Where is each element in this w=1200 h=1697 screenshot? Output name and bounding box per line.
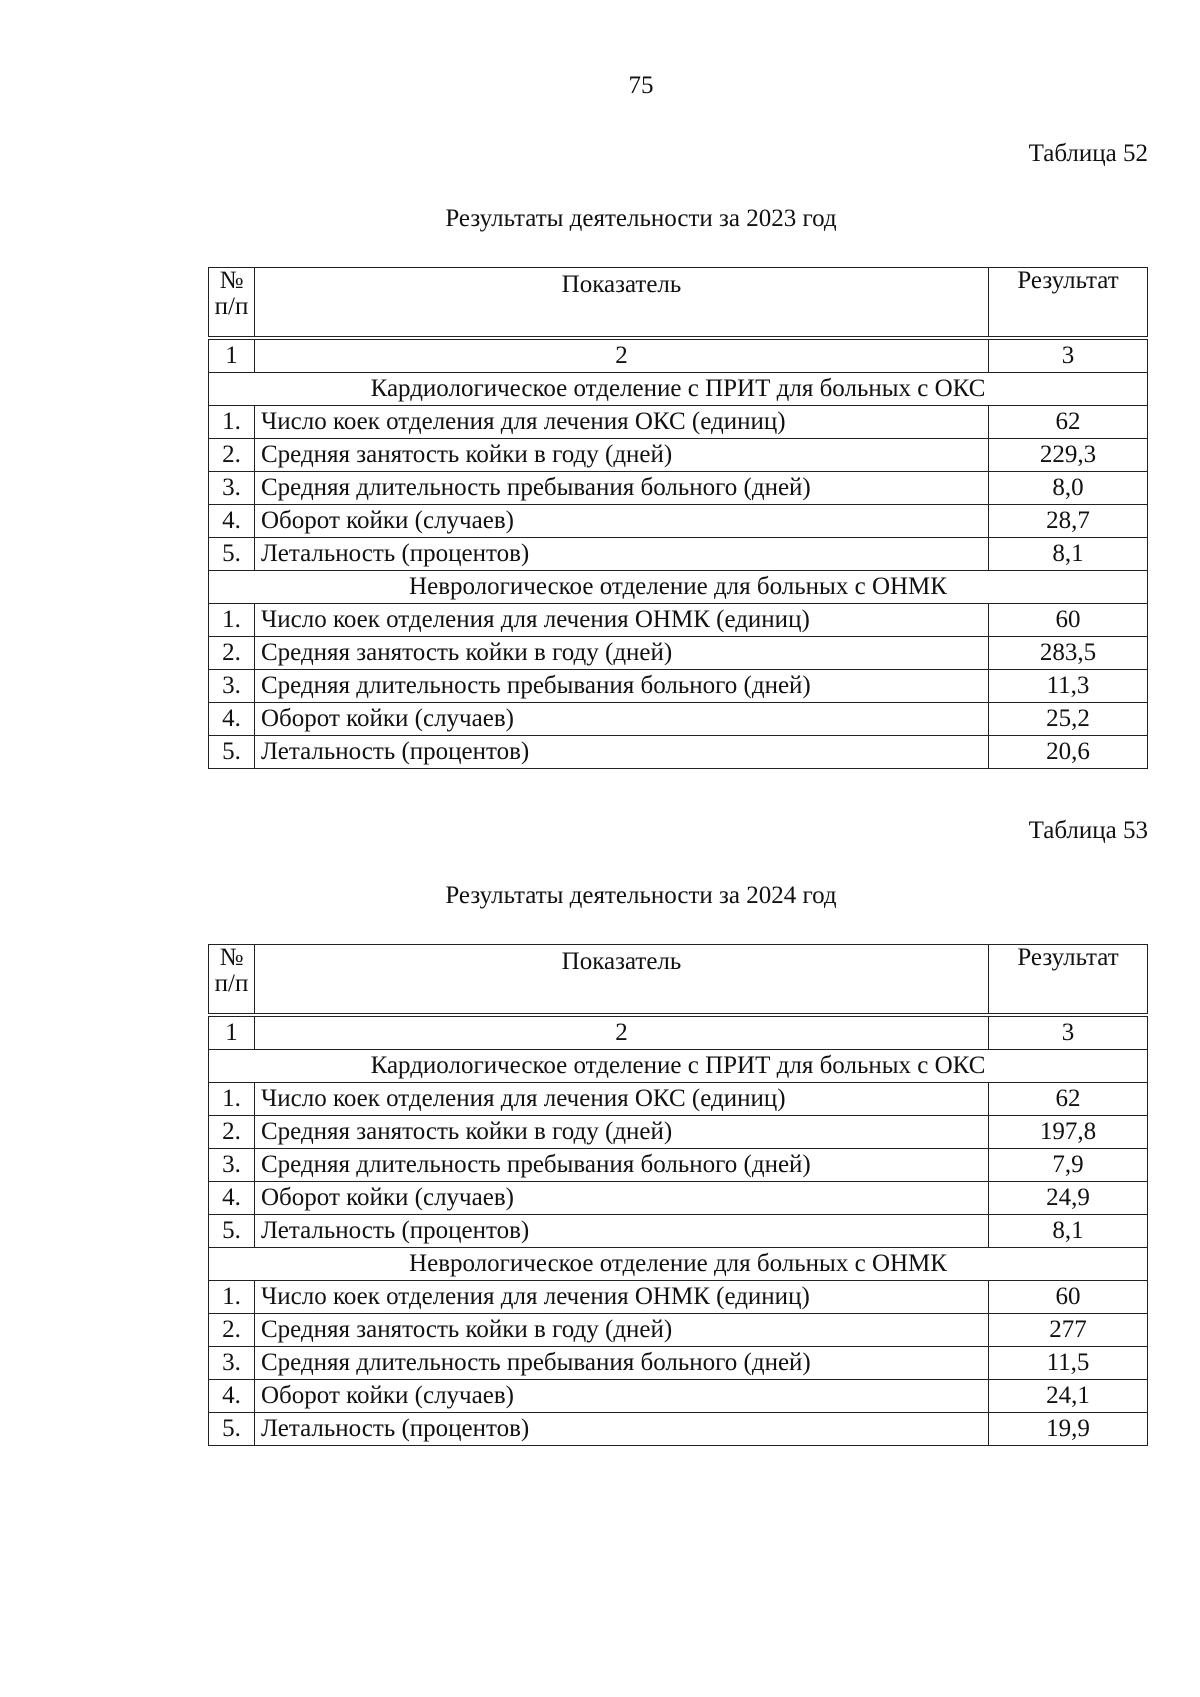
row-number: 3. [209, 472, 255, 505]
table-row [209, 604, 1148, 637]
table-row [209, 472, 1148, 505]
table-row [209, 1149, 1148, 1182]
row-indicator: Средняя занятость койки в году (дней) [255, 1314, 989, 1347]
header-num-symbol: № [219, 944, 244, 971]
row-result: 20,6 [989, 736, 1148, 769]
page-number: 75 [628, 72, 654, 99]
section-title: Неврологическое отделение для больных с ОНМК [209, 1248, 1148, 1281]
results-table-2024 [208, 944, 1148, 1446]
table-caption: Таблица 52 [1028, 140, 1148, 167]
table-heading: Результаты деятельности за 2023 год [445, 205, 837, 232]
row-indicator: Оборот койки (случаев) [255, 703, 989, 736]
header-num-abbr: п/п [214, 293, 249, 321]
row-result: 11,3 [989, 670, 1148, 703]
table-row [209, 1116, 1148, 1149]
row-result: 8,1 [989, 538, 1148, 571]
row-number: 4. [209, 1182, 255, 1215]
table-caption: Таблица 53 [1028, 817, 1148, 844]
row-indicator: Оборот койки (случаев) [255, 1380, 989, 1413]
row-result: 11,5 [989, 1347, 1148, 1380]
row-number: 5. [209, 538, 255, 571]
row-number: 4. [209, 505, 255, 538]
header-result: Результат [989, 268, 1148, 339]
row-result: 62 [989, 406, 1148, 439]
row-result: 8,0 [989, 472, 1148, 505]
column-index-cell: 1 [209, 1015, 255, 1050]
row-indicator: Число коек отделения для лечения ОНМК (единиц) [255, 604, 989, 637]
row-number: 5. [209, 1215, 255, 1248]
row-result: 62 [989, 1083, 1148, 1116]
table-row [209, 670, 1148, 703]
table-row [209, 1413, 1148, 1446]
column-index-cell: 3 [989, 338, 1148, 373]
row-result: 19,9 [989, 1413, 1148, 1446]
table-row [209, 703, 1148, 736]
section-title: Кардиологическое отделение с ПРИТ для больных с ОКС [209, 373, 1148, 406]
row-result: 229,3 [989, 439, 1148, 472]
row-result: 25,2 [989, 703, 1148, 736]
row-result: 60 [989, 1281, 1148, 1314]
header-num [209, 945, 255, 1016]
table-heading: Результаты деятельности за 2024 год [445, 882, 837, 909]
table-row [209, 406, 1148, 439]
row-number: 3. [209, 1347, 255, 1380]
header-result: Результат [989, 945, 1148, 1016]
row-result: 24,9 [989, 1182, 1148, 1215]
section-title-row [209, 1050, 1148, 1083]
header-num-symbol: № [219, 267, 244, 294]
row-indicator: Летальность (процентов) [255, 1215, 989, 1248]
row-result: 197,8 [989, 1116, 1148, 1149]
row-number: 2. [209, 637, 255, 670]
row-result: 24,1 [989, 1380, 1148, 1413]
row-result: 28,7 [989, 505, 1148, 538]
table-row [209, 1083, 1148, 1116]
section-title: Кардиологическое отделение с ПРИТ для больных с ОКС [209, 1050, 1148, 1083]
table-row [209, 505, 1148, 538]
table-row [209, 1314, 1148, 1347]
row-result: 60 [989, 604, 1148, 637]
row-number: 1. [209, 1281, 255, 1314]
row-indicator: Число коек отделения для лечения ОНМК (единиц) [255, 1281, 989, 1314]
header-indicator: Показатель [255, 945, 989, 1016]
row-result: 8,1 [989, 1215, 1148, 1248]
header-num-abbr: п/п [214, 970, 249, 998]
row-number: 4. [209, 703, 255, 736]
table-header-row [209, 268, 1148, 339]
column-index-cell: 2 [255, 1015, 989, 1050]
section-title: Неврологическое отделение для больных с ОНМК [209, 571, 1148, 604]
row-indicator: Средняя длительность пребывания больного (дней) [255, 1149, 989, 1182]
row-number: 1. [209, 604, 255, 637]
row-indicator: Летальность (процентов) [255, 538, 989, 571]
section-title-row [209, 571, 1148, 604]
table-row [209, 1380, 1148, 1413]
table-row [209, 1281, 1148, 1314]
row-number: 2. [209, 439, 255, 472]
section-title-row [209, 373, 1148, 406]
row-number: 3. [209, 1149, 255, 1182]
row-number: 5. [209, 1413, 255, 1446]
results-table-2023 [208, 267, 1148, 769]
row-indicator: Средняя длительность пребывания больного (дней) [255, 472, 989, 505]
row-indicator: Средняя занятость койки в году (дней) [255, 439, 989, 472]
row-number: 5. [209, 736, 255, 769]
row-indicator: Средняя длительность пребывания больного (дней) [255, 670, 989, 703]
row-number: 2. [209, 1116, 255, 1149]
column-index-row [209, 338, 1148, 373]
row-indicator: Средняя длительность пребывания больного (дней) [255, 1347, 989, 1380]
row-number: 4. [209, 1380, 255, 1413]
table-row [209, 439, 1148, 472]
header-indicator: Показатель [255, 268, 989, 339]
row-result: 277 [989, 1314, 1148, 1347]
row-indicator: Оборот койки (случаев) [255, 505, 989, 538]
row-result: 283,5 [989, 637, 1148, 670]
row-indicator: Средняя занятость койки в году (дней) [255, 1116, 989, 1149]
row-result: 7,9 [989, 1149, 1148, 1182]
row-indicator: Число коек отделения для лечения ОКС (единиц) [255, 406, 989, 439]
column-index-cell: 1 [209, 338, 255, 373]
column-index-cell: 3 [989, 1015, 1148, 1050]
row-indicator: Летальность (процентов) [255, 1413, 989, 1446]
table-row [209, 637, 1148, 670]
row-indicator: Летальность (процентов) [255, 736, 989, 769]
section-title-row [209, 1248, 1148, 1281]
row-number: 1. [209, 406, 255, 439]
row-indicator: Оборот койки (случаев) [255, 1182, 989, 1215]
row-number: 3. [209, 670, 255, 703]
header-num [209, 268, 255, 339]
row-number: 1. [209, 1083, 255, 1116]
table-header-row [209, 945, 1148, 1016]
table-row [209, 736, 1148, 769]
table-row [209, 538, 1148, 571]
table-row [209, 1347, 1148, 1380]
column-index-cell: 2 [255, 338, 989, 373]
table-row [209, 1182, 1148, 1215]
row-number: 2. [209, 1314, 255, 1347]
table-row [209, 1215, 1148, 1248]
row-indicator: Средняя занятость койки в году (дней) [255, 637, 989, 670]
row-indicator: Число коек отделения для лечения ОКС (единиц) [255, 1083, 989, 1116]
column-index-row [209, 1015, 1148, 1050]
